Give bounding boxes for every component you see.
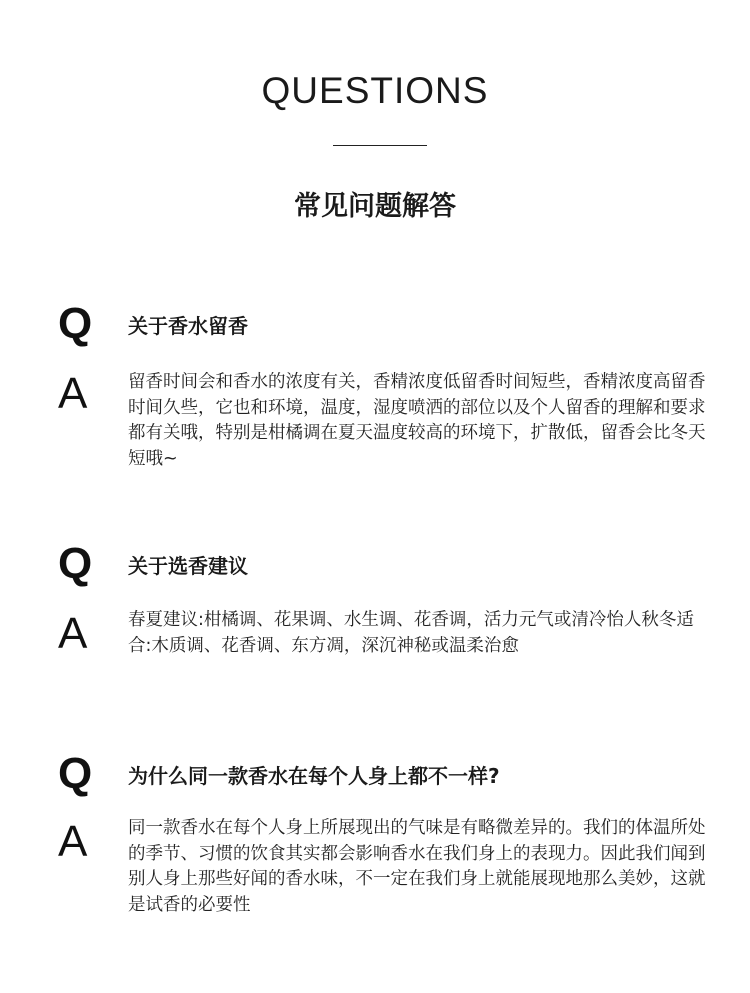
question-text: 关于选香建议 (128, 554, 248, 578)
page-subtitle: 常见问题解答 (294, 191, 456, 222)
question-marker: Q (58, 749, 93, 798)
answer-text: 留香时间会和香水的浓度有关，香精浓度低留香时间短些，香精浓度高留香时间久些，它也和环境，温度，湿度喷洒的部位以及个人留香的理解和要求都有关哦，特别是柑橘调在夏天温度较高的环境下，扩散低，留香会比冬天短哦~ (128, 372, 706, 469)
title-divider (333, 145, 427, 146)
question-marker: Q (58, 299, 93, 348)
answer-marker: A (58, 817, 88, 866)
answer-text: 春夏建议:柑橘调、花果调、水生调、花香调，活力元气或清冷怡人秋冬适合:木质调、花香调、东方凋，深沉神秘或温柔治愈 (128, 610, 694, 656)
question-text: 为什么同一款香水在每个人身上都不一样? (128, 764, 500, 788)
answer-marker: A (58, 609, 88, 658)
answer-marker: A (58, 369, 88, 418)
page-title: QUESTIONS (261, 70, 489, 111)
question-marker: Q (58, 539, 93, 588)
answer-text: 同一款香水在每个人身上所展现出的气味是有略微差异的。我们的体温所处的季节、习惯的饮食其实都会影响香水在我们身上的表现力。因此我们闻到别人身上那些好闻的香水味，不一定在我们身上就能展现地那么美妙，这就是试香的必要性 (128, 818, 706, 915)
question-text: 关于香水留香 (128, 314, 248, 338)
